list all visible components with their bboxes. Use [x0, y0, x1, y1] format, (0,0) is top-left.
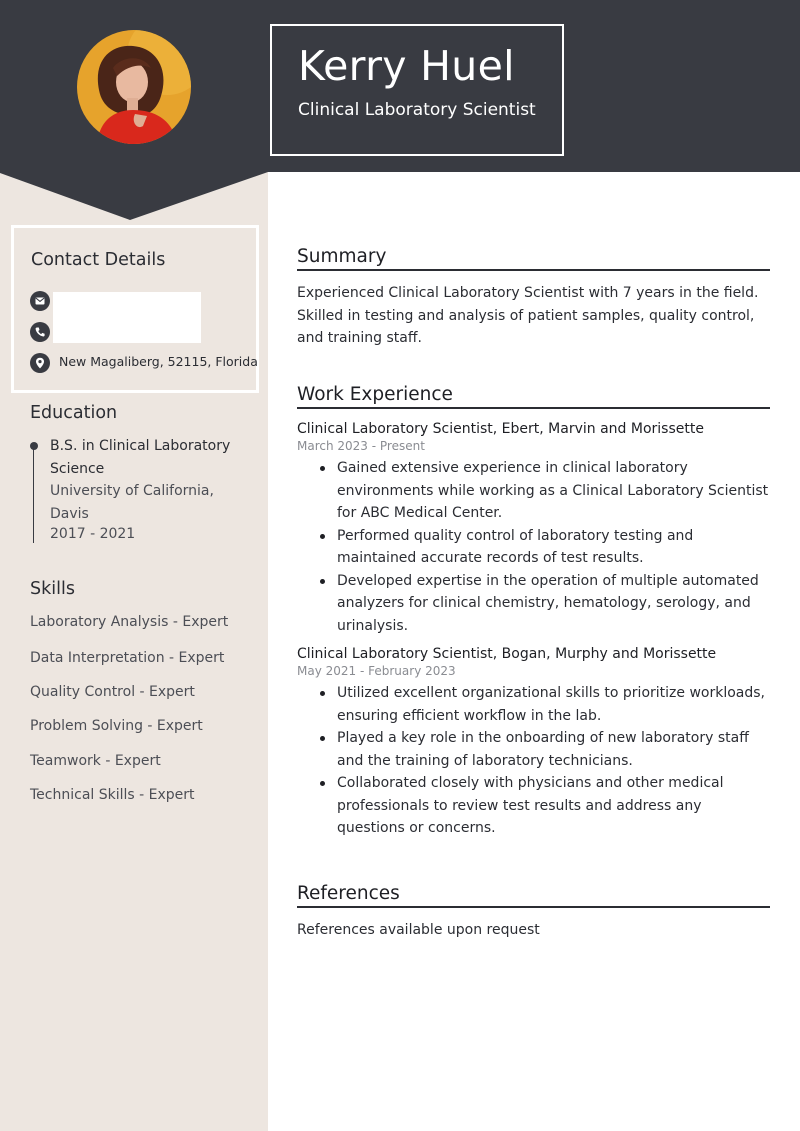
job-bullet: Developed expertise in the operation of multiple automated analyzers for clinical chemistry, hematology, serology, and urinalysis.: [317, 570, 770, 638]
redacted-contact: [53, 292, 201, 343]
job-entry: [297, 646, 770, 840]
education-degree: B.S. in Clinical Laboratory Science: [50, 438, 231, 477]
references-title: References: [297, 883, 770, 908]
location-pin-icon: [30, 353, 50, 373]
candidate-name: Kerry Huel: [298, 42, 515, 90]
header-chevron: [0, 171, 268, 221]
skill-item: Teamwork - Expert: [30, 753, 161, 769]
experience-title: Work Experience: [297, 384, 770, 409]
skill-item: Laboratory Analysis - Expert: [30, 614, 229, 630]
phone-icon: [30, 322, 50, 342]
skill-item: Problem Solving - Expert: [30, 718, 203, 734]
summary-section: [297, 246, 770, 350]
address: New Magaliberg, 52115, Florida: [59, 354, 258, 369]
job-bullet: Collaborated closely with physicians and other medical professionals to review test results and address any questions or concerns.: [317, 772, 770, 840]
summary-title: Summary: [297, 246, 770, 271]
email-icon: [30, 291, 50, 311]
job-heading: Clinical Laboratory Scientist, Bogan, Murphy and Morissette: [297, 646, 717, 662]
avatar: [77, 30, 191, 144]
experience-section: [297, 384, 770, 840]
timeline-line: [33, 445, 34, 543]
references-text: References available upon request: [297, 922, 540, 938]
job-dates: March 2023 - Present: [297, 439, 425, 453]
skill-item: Quality Control - Expert: [30, 684, 195, 700]
job-heading: Clinical Laboratory Scientist, Ebert, Marvin and Morissette: [297, 421, 704, 437]
candidate-title: Clinical Laboratory Scientist: [298, 100, 536, 120]
contact-details: [11, 225, 259, 393]
education-years: 2017 - 2021: [50, 526, 136, 542]
skill-item: Data Interpretation - Expert: [30, 650, 225, 666]
job-bullets: [317, 682, 770, 840]
job-bullet: Performed quality control of laboratory testing and maintained accurate records of test results.: [317, 525, 770, 570]
summary-text: Experienced Clinical Laboratory Scientist with 7 years in the field. Skilled in testing and analysis of patient samples, quality control, and training staff.: [297, 285, 759, 346]
education-school: University of California, Davis: [50, 483, 214, 522]
timeline-dot: [30, 442, 38, 450]
name-box: [270, 24, 564, 156]
job-entry: [297, 421, 770, 637]
job-bullet: Gained extensive experience in clinical laboratory environments while working as a Clinical Laboratory Scientist for ABC Medical Center.: [317, 457, 770, 525]
education-title: Education: [30, 403, 118, 423]
job-dates: May 2021 - February 2023: [297, 664, 456, 678]
job-bullets: [317, 457, 770, 637]
skills-title: Skills: [30, 579, 75, 599]
references-section: [297, 883, 770, 942]
job-bullet: Played a key role in the onboarding of new laboratory staff and the training of laboratory technicians.: [317, 727, 770, 772]
skill-item: Technical Skills - Expert: [30, 787, 195, 803]
job-bullet: Utilized excellent organizational skills to prioritize workloads, ensuring efficient workflow in the lab.: [317, 682, 770, 727]
contact-title: Contact Details: [31, 250, 166, 270]
